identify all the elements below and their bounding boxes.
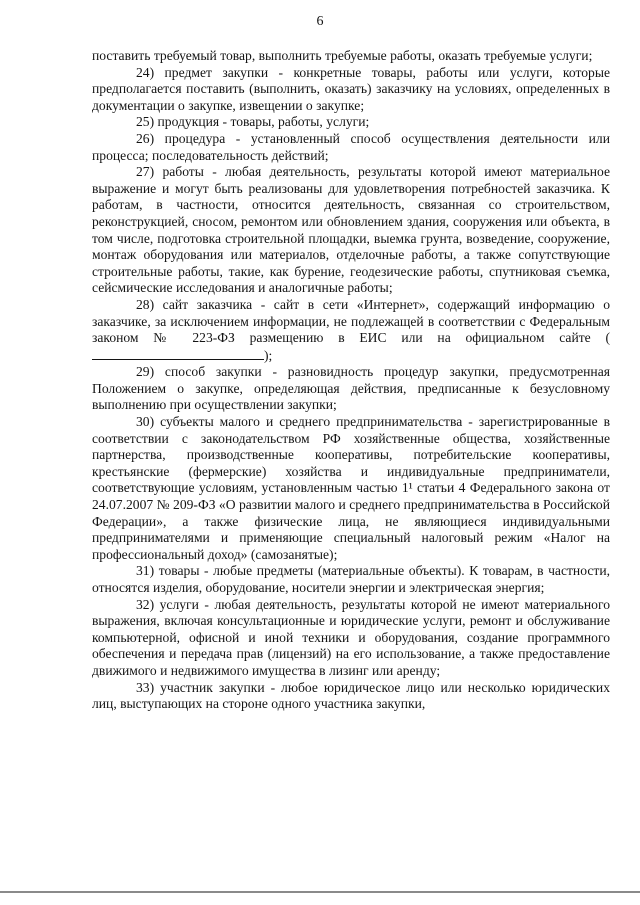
- paragraph-31: 31) товары - любые предметы (материальные объекты). К товарам, в частности, относятся изделия, оборудование, носители энергии и электрическая энергия;: [92, 563, 610, 595]
- paragraph-26: 26) процедура - установленный способ осуществления деятельности или процесса; последовательность действий;: [92, 130, 610, 163]
- page-number: 6: [316, 14, 324, 29]
- paragraph-24: 24) предмет закупки - конкретные товары, работы или услуги, которые предполагается поставить (выполнить, оказать) заказчику на условиях, определенных в документации о закупке, извещении о закупке;: [92, 64, 610, 113]
- paragraph-27: 27) работы - любая деятельность, результаты которой имеют материальное выражение и могут быть реализованы для удовлетворения потребностей заказчика. К работам, в частности, относится деятельность, связанная со строительством, реконструкцией, сносом, ремонтом или обновлением здания, сооружения или объекта, в том числе, подготовка строительной площадки, выемка грунта, возведение, сооружение, монтаж оборудования или материалов, отделочные работы, а также сопутствующие строительные работы, такие, как бурение, геодезические работы, спутниковая съемка, сейсмические исследования и аналогичные работы;: [92, 164, 610, 296]
- blank-line-short: [252, 347, 264, 360]
- scan-edge-line: [0, 891, 640, 899]
- paragraph-23-continuation: поставить требуемый товар, выполнить требуемые работы, оказать требуемые услуги;: [92, 48, 593, 63]
- paragraph-28-tail: );: [264, 347, 273, 363]
- paragraph-30: 30) субъекты малого и среднего предпринимательства - зарегистрированные в соответствии с законодательством РФ хозяйственные общества, хозяйственные партнерства, производственные кооперативы, потребительские кооперативы, крестьянские (фермерские) хозяйства и индивидуальные предприниматели, соответствующие условиям, установленным частью 1¹ статьи 4 Федерального закона от 24.07.2007 № 209-ФЗ «О развитии малого и среднего предпринимательства в Российской Федерации», а также физические лица, не являющиеся индивидуальными предпринимателями и применяющие специальный налоговый режим «Налог на профессиональный доход» (самозанятые);: [92, 414, 610, 562]
- paragraph-28: [92, 297, 610, 364]
- blank-line: [92, 347, 252, 360]
- paragraph-28-text: 28) сайт заказчика - сайт в сети «Интернет», содержащий информацию о заказчике, за исключением информации, не подлежащей в соответствии с Федеральным законом № 223-ФЗ размещению в ЕИС или на официальном сайте (: [92, 296, 610, 346]
- paragraph-33: 33) участник закупки - любое юридическое лицо или несколько юридических лиц, выступающих на стороне одного участника закупки,: [92, 679, 610, 712]
- paragraph-25: 25) продукция - товары, работы, услуги;: [136, 114, 370, 130]
- paragraph-29: 29) способ закупки - разновидность процедур закупки, предусмотренная Положением о закупке, определяющая действия, предписанные к безусловному выполнению при осуществлении закупки;: [92, 364, 610, 413]
- paragraph-32: 32) услуги - любая деятельность, результаты которой не имеют материального выражения, включая консультационные и юридические услуги, ремонт и обслуживание компьютерной, офисной и иной техники и оборудования, создание программного обеспечения и передача прав (лицензий) на его использование, а также предоставление движимого и недвижимого имущества в лизинг или аренду;: [92, 596, 610, 678]
